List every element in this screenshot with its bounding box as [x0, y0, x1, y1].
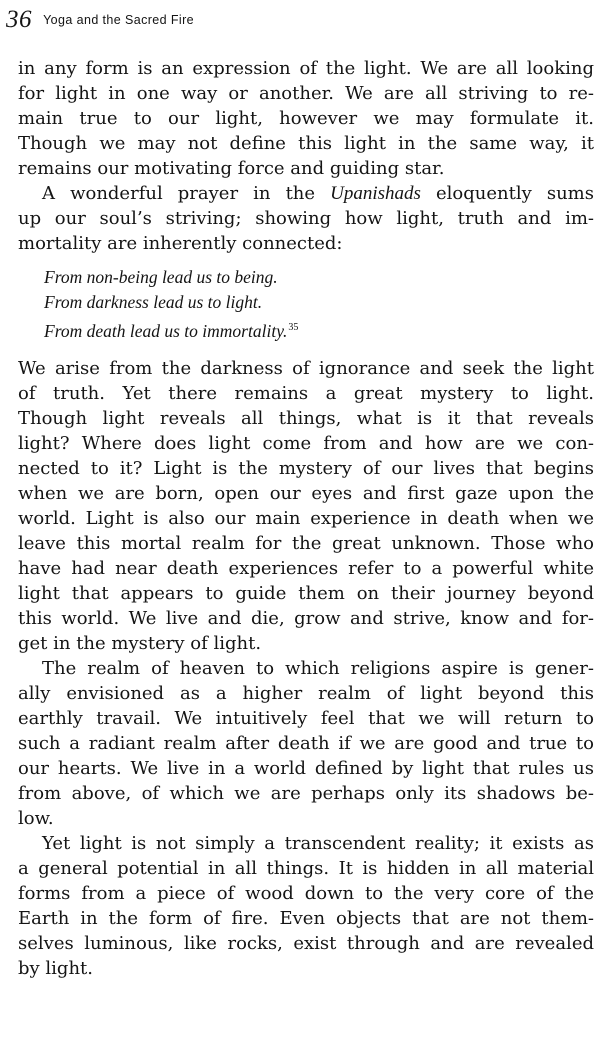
text-line — [18, 181, 594, 206]
text-line: light that appears to guide them on their journey beyond — [18, 583, 594, 604]
text-line: by light. — [18, 958, 93, 979]
text-fragment: A wonderful prayer in the — [42, 183, 331, 204]
text-line: up our soul’s striving; showing how light, truth and im- — [18, 208, 594, 229]
text-line: We arise from the darkness of ignorance and seek the light — [18, 358, 594, 379]
running-head — [6, 6, 594, 34]
text-line: main true to our light, however we may formulate it. — [18, 108, 594, 129]
verse-line: From darkness lead us to light. — [44, 292, 263, 312]
text-fragment: eloquently sums — [420, 183, 594, 204]
paragraph-3 — [18, 356, 594, 656]
paragraph-2 — [18, 181, 594, 256]
text-line: from above, of which we are perhaps only its shadows be- — [18, 783, 594, 804]
text-line: mortality are inherently connected: — [18, 233, 343, 254]
verse-line: From non-being lead us to being. — [44, 267, 278, 287]
text-line: remains our motivating force and guiding star. — [18, 158, 445, 179]
text-line: Though we may not define this light in the same way, it — [18, 133, 594, 154]
text-line: The realm of heaven to which religions aspire is gener- — [42, 658, 594, 679]
page-number: 36 — [6, 6, 32, 33]
verse-line — [18, 315, 594, 340]
text-line: earthly travail. We intuitively feel that we will return to — [18, 708, 594, 729]
paragraph-1 — [18, 56, 594, 181]
book-title: Upanishads — [330, 183, 421, 204]
text-line: selves luminous, like rocks, exist through and are revealed — [18, 933, 594, 954]
text-line: nected to it? Light is the mystery of our lives that begins — [18, 458, 594, 479]
text-line: Yet light is not simply a transcendent reality; it exists as — [42, 833, 594, 854]
text-line: such a radiant realm after death if we are good and true to — [18, 733, 594, 754]
text-line: world. Light is also our main experience in death when we — [18, 508, 594, 529]
text-line: light? Where does light come from and how are we con- — [18, 433, 594, 454]
text-line: for light in one way or another. We are all striving to re- — [18, 83, 594, 104]
text-line: of truth. Yet there remains a great mystery to light. — [18, 383, 594, 404]
text-line: leave this mortal realm for the great unknown. Those who — [18, 533, 594, 554]
running-title: Yoga and the Sacred Fire — [43, 13, 194, 27]
verse-text: From death lead us to immortality. — [44, 321, 288, 341]
text-line: have had near death experiences refer to a powerful white — [18, 558, 594, 579]
text-line: this world. We live and die, grow and strive, know and for- — [18, 608, 594, 629]
footnote-reference: 35 — [288, 322, 299, 333]
text-line: Earth in the form of fire. Even objects that are not them- — [18, 908, 594, 929]
body-text — [18, 56, 594, 981]
text-line: a general potential in all things. It is hidden in all material — [18, 858, 594, 879]
text-line: forms from a piece of wood down to the very core of the — [18, 883, 594, 904]
text-line: when we are born, open our eyes and first gaze upon the — [18, 483, 594, 504]
text-line: Though light reveals all things, what is it that reveals — [18, 408, 594, 429]
paragraph-5 — [18, 831, 594, 981]
text-line: get in the mystery of light. — [18, 633, 262, 654]
text-line: our hearts. We live in a world defined by light that rules us — [18, 758, 594, 779]
verse-quote — [18, 265, 594, 340]
text-line: low. — [18, 808, 54, 829]
paragraph-4 — [18, 656, 594, 831]
text-line: ally envisioned as a higher realm of light beyond this — [18, 683, 594, 704]
text-line: in any form is an expression of the light. We are all looking — [18, 58, 594, 79]
